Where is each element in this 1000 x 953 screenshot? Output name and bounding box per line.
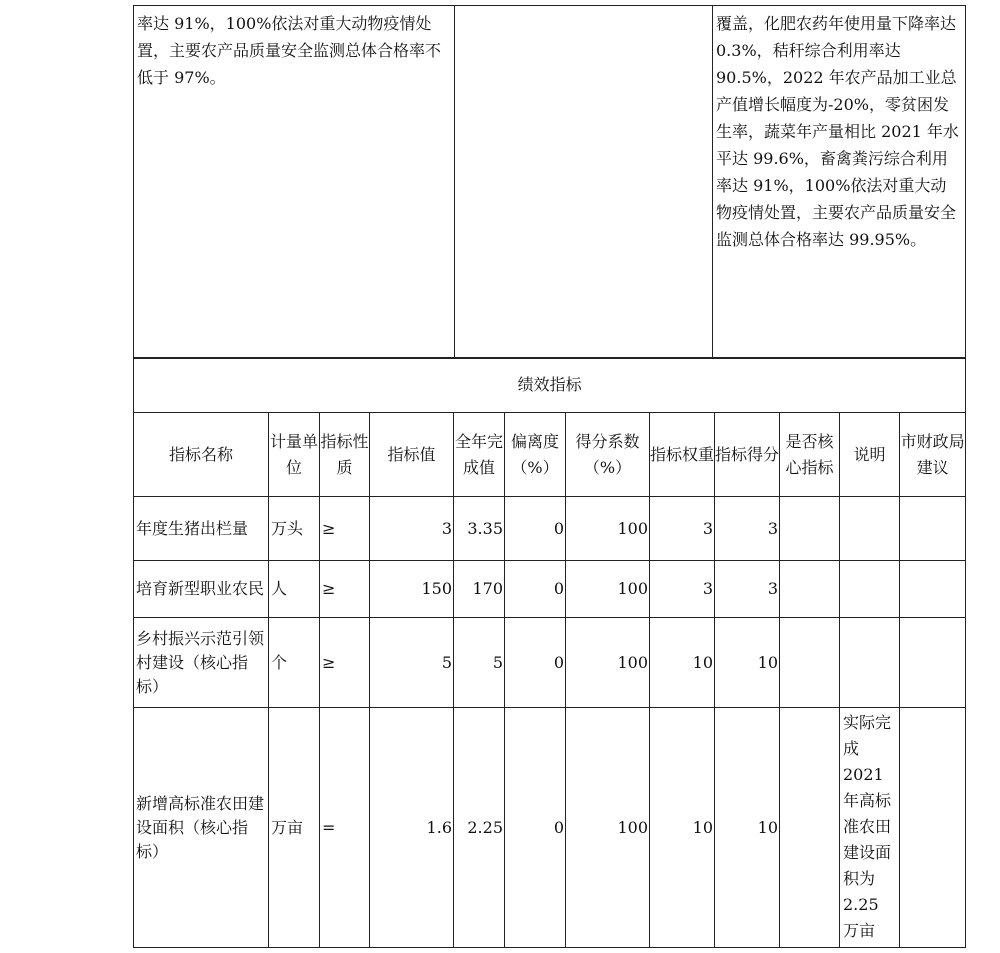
nature: ≥: [320, 497, 370, 561]
completed-value: 3.35: [454, 497, 505, 561]
header-nature: 指标性质: [320, 413, 370, 497]
header-completed-value: 全年完成值: [454, 413, 505, 497]
goal-description-table: [133, 5, 966, 359]
header-weight: 指标权重: [650, 413, 715, 497]
core-flag: [780, 561, 840, 618]
score-coefficient: 100: [566, 497, 650, 561]
completion-text: 覆盖，化肥农药年使用量下降率达 0.3%，秸秆综合利用率达 90.5%，2022 年农产品加工业总产值增长幅度为-20%，零贫困发生率，蔬菜年产量相比 2021 年水平达 99.6%，畜禽粪污综合利用率达 91%，100%依法对重大动物疫情处置，主要农产品质量安全监测总体合格率达 99.95%。: [716, 14, 959, 249]
unit: 个: [269, 618, 320, 708]
finance-advice: [900, 708, 966, 948]
header-indicator-name: 指标名称: [134, 413, 269, 497]
middle-text: [455, 6, 712, 10]
target-value: 3: [370, 497, 454, 561]
header-description: 说明: [840, 413, 900, 497]
description: [840, 497, 900, 561]
target-value: 5: [370, 618, 454, 708]
score-coefficient: 100: [566, 561, 650, 618]
indicator-name: 乡村振兴示范引领村建设（核心指标）: [134, 618, 269, 708]
unit: 万亩: [269, 708, 320, 948]
score: 10: [715, 708, 780, 948]
nature: =: [320, 708, 370, 948]
target-value: 1.6: [370, 708, 454, 948]
deviation: 0: [505, 561, 566, 618]
deviation: 0: [505, 618, 566, 708]
indicator-name: 年度生猪出栏量: [134, 497, 269, 561]
deviation: 0: [505, 497, 566, 561]
finance-advice: [900, 497, 966, 561]
description: [840, 561, 900, 618]
score: 3: [715, 561, 780, 618]
table-row: [134, 497, 966, 561]
table-row: [134, 708, 966, 948]
header-finance-advice: 市财政局建议: [900, 413, 966, 497]
weight: 10: [650, 708, 715, 948]
target-value: 150: [370, 561, 454, 618]
description: 实际完成 2021 年高标准农田建设面积为 2.25 万亩: [840, 708, 900, 948]
score-coefficient: 100: [566, 618, 650, 708]
performance-indicator-table: [133, 357, 966, 948]
indicator-name: 培育新型职业农民: [134, 561, 269, 618]
section-title: 绩效指标: [134, 358, 966, 413]
finance-advice: [900, 618, 966, 708]
completed-value: 2.25: [454, 708, 505, 948]
unit: 万头: [269, 497, 320, 561]
blank-cell: [455, 6, 713, 359]
weight: 3: [650, 497, 715, 561]
indicator-name: 新增高标准农田建设面积（核心指标）: [134, 708, 269, 948]
weight: 3: [650, 561, 715, 618]
core-flag: [780, 497, 840, 561]
target-text-cell: [134, 6, 455, 359]
score: 3: [715, 497, 780, 561]
header-deviation: 偏离度（%）: [505, 413, 566, 497]
target-text: 率达 91%，100%依法对重大动物疫情处置，主要农产品质量安全监测总体合格率不低于 97%。: [137, 14, 442, 87]
core-flag: [780, 618, 840, 708]
header-target-value: 指标值: [370, 413, 454, 497]
nature: ≥: [320, 618, 370, 708]
header-score: 指标得分: [715, 413, 780, 497]
core-flag: [780, 708, 840, 948]
header-core-flag: 是否核心指标: [780, 413, 840, 497]
nature: ≥: [320, 561, 370, 618]
completed-value: 170: [454, 561, 505, 618]
score: 10: [715, 618, 780, 708]
completion-text-cell: [713, 6, 966, 359]
header-score-coefficient: 得分系数（%）: [566, 413, 650, 497]
description: [840, 618, 900, 708]
header-row: [134, 413, 966, 497]
table-row: [134, 561, 966, 618]
completed-value: 5: [454, 618, 505, 708]
table-row: [134, 618, 966, 708]
finance-advice: [900, 561, 966, 618]
deviation: 0: [505, 708, 566, 948]
score-coefficient: 100: [566, 708, 650, 948]
unit: 人: [269, 561, 320, 618]
weight: 10: [650, 618, 715, 708]
header-unit: 计量单位: [269, 413, 320, 497]
